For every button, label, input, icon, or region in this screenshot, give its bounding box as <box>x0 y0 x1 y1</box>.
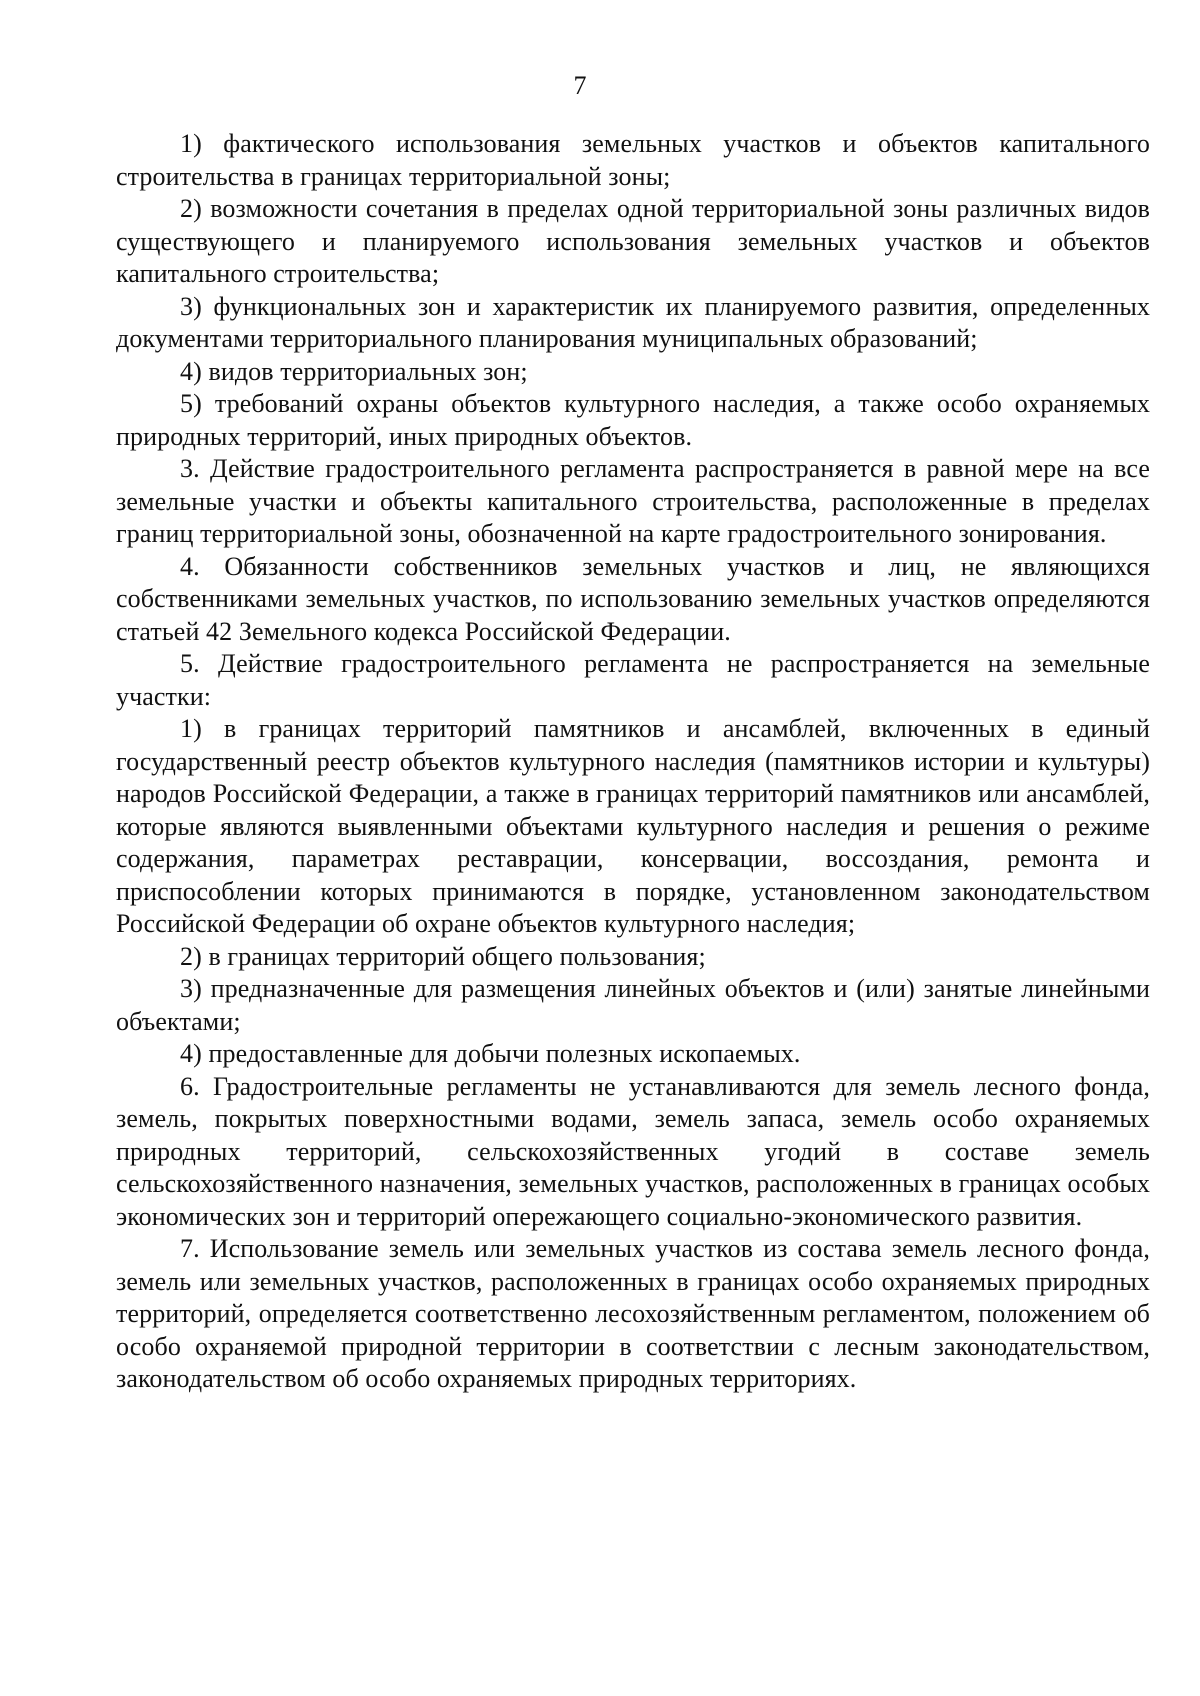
document-body <box>116 128 1150 1396</box>
paragraph-item-2-combination: 2) возможности сочетания в пределах одной территориальной зоны различных видов существующего и планируемого использования земельных участков и объектов капитального строительства; <box>116 194 1150 288</box>
paragraph-section-3: 3. Действие градостроительного регламента распространяется в равной мере на все земельные участки и объекты капитального строительства, расположенные в пределах границ территориальной зоны, обозначенной на карте градостроительного зонирования. <box>116 454 1150 548</box>
paragraph-item-5-heritage-protection: 5) требований охраны объектов культурного наследия, а также особо охраняемых природных территорий, иных природных объектов. <box>116 389 1150 451</box>
paragraph-section-5-item-3: 3) предназначенные для размещения линейных объектов и (или) занятые линейными объектами; <box>116 974 1150 1036</box>
paragraph-section-7: 7. Использование земель или земельных участков из состава земель лесного фонда, земель или земельных участков, расположенных в границах особо охраняемых природных территорий, определяется соответственно лесохозяйственным регламентом, положением об особо охраняемой природной территории в соответствии с лесным законодательством, законодательством об особо охраняемых природных территориях. <box>116 1234 1150 1393</box>
paragraph-item-4-zone-types: 4) видов территориальных зон; <box>180 356 528 386</box>
paragraph-section-5-item-4: 4) предоставленные для добычи полезных ископаемых. <box>180 1039 801 1068</box>
paragraph-item-1-actual-use: 1) фактического использования земельных участков и объектов капитального строительства в границах территориальной зоны; <box>116 129 1150 191</box>
paragraph-section-4: 4. Обязанности собственников земельных участков и лиц, не являющихся собственниками земельных участков, по использованию земельных участков определяются статьей 42 Земельного кодекса Российской Федерации. <box>116 551 1150 646</box>
paragraph-section-5: 5. Действие градостроительного регламента не распространяется на земельные участки: <box>116 649 1150 711</box>
paragraph-section-5-item-1: 1) в границах территорий памятников и ансамблей, включенных в единый государственный реестр объектов культурного наследия (памятников истории и культуры) народов Российской Федерации, а также в границах территорий памятников или ансамблей, которые являются выявленными объектами культурного наследия и решения о режиме содержания, параметрах реставрации, консервации, воссоздания, ремонта и приспособлении которых принимаются в порядке, установленном законодательством Российской Федерации об охране объектов культурного наследия; <box>116 714 1150 938</box>
paragraph-section-5-item-2: 2) в границах территорий общего пользования; <box>180 941 706 971</box>
paragraph-section-6: 6. Градостроительные регламенты не устанавливаются для земель лесного фонда, земель, покрытых поверхностными водами, земель запаса, земель особо охраняемых природных территорий, сельскохозяйственных угодий в составе земель сельскохозяйственного назначения, земельных участков, расположенных в границах особых экономических зон и территорий опережающего социально-экономического развития. <box>116 1071 1150 1231</box>
paragraph-item-3-functional-zones: 3) функциональных зон и характеристик их планируемого развития, определенных документами территориального планирования муниципальных образований; <box>116 291 1150 353</box>
page-number: 7 <box>573 71 587 100</box>
